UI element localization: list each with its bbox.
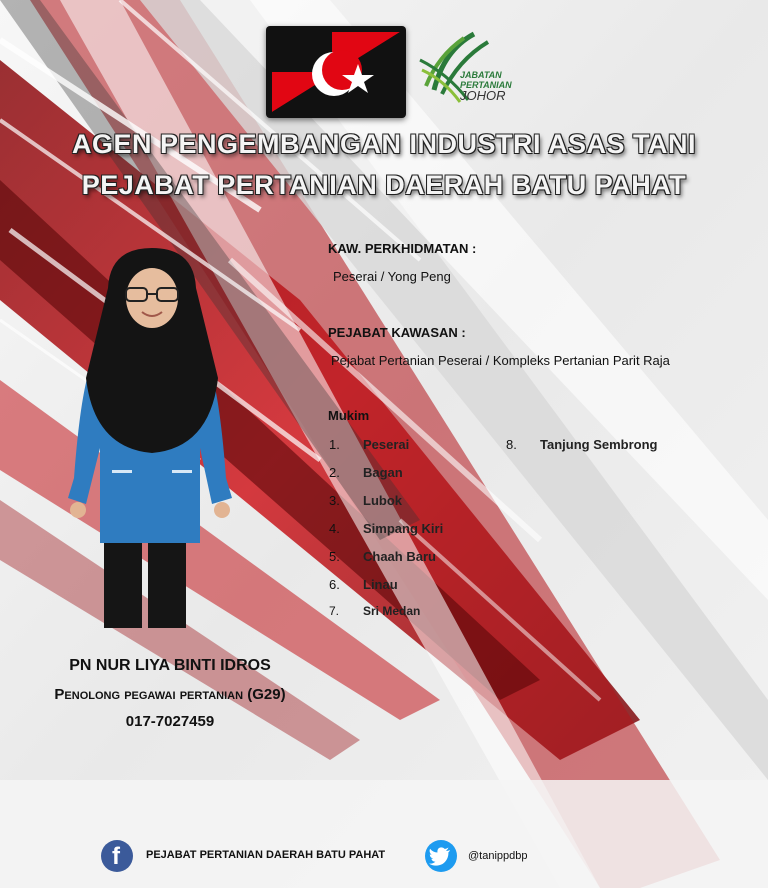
facebook-page-label: PEJABAT PERTANIAN DAERAH BATU PAHAT	[146, 849, 386, 861]
list-item-number: 3.	[329, 493, 340, 508]
logo-text-line3: JOHOR	[460, 88, 506, 103]
logo-text-line1: JABATAN	[460, 70, 502, 80]
list-item-number: 1.	[329, 437, 340, 452]
list-item-number: 2.	[329, 465, 340, 480]
twitter-handle-label: @tanippdbp	[468, 850, 528, 862]
list-item-number: 6.	[329, 577, 340, 592]
page-title-line1: AGEN PENGEMBANGAN INDUSTRI ASAS TANI	[71, 129, 697, 159]
list-item	[506, 437, 657, 452]
list-item-name: Peserai	[363, 437, 410, 452]
list-item	[329, 521, 443, 536]
service-area-label: KAW. PERKHIDMATAN :	[328, 241, 477, 256]
logo-text-line2: PERTANIAN	[460, 80, 512, 90]
officer-name: PN NUR LIYA BINTI IDROS	[69, 657, 271, 674]
list-item	[329, 604, 420, 618]
list-item-number: 8.	[506, 437, 517, 452]
list-item-name: Linau	[363, 577, 398, 592]
list-item	[329, 465, 403, 480]
list-item	[329, 577, 398, 592]
officer-phone: 017-7027459	[125, 713, 215, 730]
service-area-value: Peserai / Yong Peng	[333, 269, 451, 284]
facebook-icon[interactable]: f	[101, 840, 133, 872]
twitter-icon[interactable]	[425, 840, 457, 872]
list-item-name: Bagan	[363, 465, 403, 480]
johor-flag	[266, 26, 406, 118]
list-item-number: 5.	[329, 549, 340, 564]
list-item	[329, 437, 409, 452]
list-item-number: 7.	[329, 604, 340, 618]
list-item	[329, 493, 402, 508]
list-item-name: Lubok	[363, 493, 402, 508]
mukim-label: Mukim	[328, 408, 370, 423]
list-item-name: Tanjung Sembrong	[540, 437, 658, 452]
jabatan-pertanian-logo	[414, 30, 554, 110]
list-item-name: Simpang Kiri	[363, 521, 444, 536]
list-item-number: 4.	[329, 521, 340, 536]
list-item	[329, 549, 436, 564]
list-item-name: Sri Medan	[363, 604, 421, 618]
area-office-value: Pejabat Pertanian Peserai / Kompleks Pertanian Parit Raja	[331, 353, 670, 368]
area-office-label: PEJABAT KAWASAN :	[328, 325, 466, 340]
officer-photo	[60, 248, 242, 630]
officer-position: Penolong pegawai pertanian (G29)	[54, 686, 286, 703]
list-item-name: Chaah Baru	[363, 549, 436, 564]
page-title-line2: PEJABAT PERTANIAN DAERAH BATU PAHAT	[81, 170, 687, 200]
